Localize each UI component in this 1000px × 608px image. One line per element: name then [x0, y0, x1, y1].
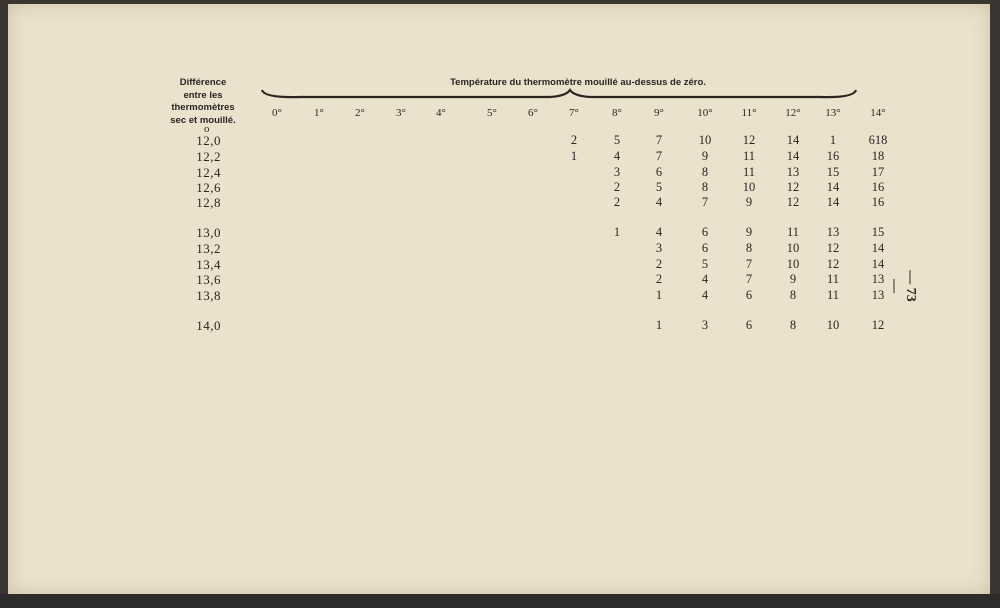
table-cell: 6	[701, 241, 709, 255]
table-cell: 10	[742, 180, 756, 194]
table-cell: 12	[826, 257, 840, 271]
table-cell: 3	[613, 165, 621, 179]
table-cell: 9	[745, 225, 753, 239]
table-cell: 14	[786, 133, 800, 147]
column-header: 0°	[272, 107, 282, 119]
table-cell: 16	[871, 180, 885, 194]
column-header: 3°	[396, 107, 406, 119]
table-cell: 13	[871, 272, 885, 286]
column-header: 10°	[697, 107, 713, 119]
table-caption: Température du thermomètre mouillé au-dessus de zéro.	[450, 77, 706, 88]
table-cell: 2	[613, 180, 621, 194]
degree-mark: o	[204, 123, 210, 135]
column-header: 4°	[436, 107, 446, 119]
table-cell: 7	[655, 133, 663, 147]
table-cell: 4	[655, 225, 663, 239]
table-cell: 2	[655, 272, 663, 286]
table-cell: 10	[698, 133, 712, 147]
table-cell: 618	[868, 133, 888, 147]
table-cell: 10	[826, 318, 840, 332]
table-cell: 13	[871, 288, 885, 302]
table-cell: 14	[826, 180, 840, 194]
row-label: 12,2	[196, 149, 221, 164]
book-edge	[0, 594, 1000, 608]
table-cell: 6	[701, 225, 709, 239]
table-cell: 15	[871, 225, 885, 239]
table-cell: 3	[701, 318, 709, 332]
column-header: 2°	[355, 107, 365, 119]
column-header: 6°	[528, 107, 538, 119]
table-cell: 12	[826, 241, 840, 255]
column-header: 5°	[487, 107, 497, 119]
table-cell: 2	[655, 257, 663, 271]
table-cell: 5	[613, 133, 621, 147]
column-brace	[260, 88, 858, 104]
table-cell: 6	[745, 288, 753, 302]
row-label: 13,8	[196, 288, 221, 303]
column-header: 7°	[569, 107, 579, 119]
table-cell: 14	[786, 149, 800, 163]
table-cell: 4	[701, 288, 709, 302]
table-cell: 7	[701, 195, 709, 209]
table-cell: 12	[871, 318, 885, 332]
column-header: 9°	[654, 107, 664, 119]
table-cell: 1	[829, 133, 837, 147]
column-header: 14°	[870, 107, 886, 119]
table-cell: 16	[871, 195, 885, 209]
table-cell: 5	[655, 180, 663, 194]
document-page	[8, 4, 990, 594]
table-cell: 14	[826, 195, 840, 209]
table-cell: 10	[786, 241, 800, 255]
table-cell: 1	[655, 288, 663, 302]
table-cell: 17	[871, 165, 885, 179]
row-label: 13,6	[196, 272, 221, 287]
column-header: 8°	[612, 107, 622, 119]
table-cell: 11	[742, 149, 756, 163]
table-cell: 9	[745, 195, 753, 209]
table-cell: 10	[786, 257, 800, 271]
row-label: 12,0	[196, 133, 221, 148]
table-cell: 18	[871, 149, 885, 163]
table-cell: 9	[701, 149, 709, 163]
table-cell: 11	[742, 165, 756, 179]
table-cell: 8	[701, 180, 709, 194]
page-number: — 73 —	[887, 270, 918, 302]
table-cell: 8	[789, 318, 797, 332]
table-cell: 12	[786, 180, 800, 194]
table-cell: 9	[789, 272, 797, 286]
column-header: 13°	[825, 107, 841, 119]
row-label: 14,0	[196, 318, 221, 333]
table-cell: 3	[655, 241, 663, 255]
row-label: 13,2	[196, 241, 221, 256]
table-cell: 1	[613, 225, 621, 239]
table-cell: 12	[742, 133, 756, 147]
row-header-line: thermomètres	[171, 102, 235, 113]
row-label: 12,8	[196, 195, 221, 210]
column-header: 12°	[785, 107, 801, 119]
table-cell: 2	[570, 133, 578, 147]
table-cell: 11	[786, 225, 800, 239]
row-header-line: sec et mouillé.	[170, 114, 236, 126]
table-cell: 4	[701, 272, 709, 286]
table-cell: 7	[655, 149, 663, 163]
table-cell: 11	[826, 272, 840, 286]
table-cell: 5	[701, 257, 709, 271]
table-cell: 4	[655, 195, 663, 209]
table-cell: 12	[786, 195, 800, 209]
row-label: 12,6	[196, 180, 221, 195]
table-cell: 7	[745, 257, 753, 271]
row-header-line: Différence	[179, 77, 227, 88]
table-cell: 13	[826, 225, 840, 239]
row-label: 13,0	[196, 225, 221, 240]
column-header: 1°	[314, 107, 324, 119]
table-cell: 6	[745, 318, 753, 332]
table-cell: 14	[871, 241, 885, 255]
table-cell: 8	[745, 241, 753, 255]
table-cell: 8	[789, 288, 797, 302]
table-cell: 15	[826, 165, 840, 179]
row-label: 12,4	[196, 165, 221, 180]
table-cell: 8	[701, 165, 709, 179]
row-header-line: entre les	[183, 89, 223, 101]
table-cell: 6	[655, 165, 663, 179]
table-cell: 13	[786, 165, 800, 179]
table-cell: 14	[871, 257, 885, 271]
table-cell: 1	[655, 318, 663, 332]
table-cell: 7	[745, 272, 753, 286]
table-cell: 1	[570, 149, 578, 163]
column-header: 11°	[741, 107, 757, 119]
row-label: 13,4	[196, 257, 221, 272]
table-cell: 11	[826, 288, 840, 302]
table-cell: 16	[826, 149, 840, 163]
table-cell: 2	[613, 195, 621, 209]
table-cell: 4	[613, 149, 621, 163]
